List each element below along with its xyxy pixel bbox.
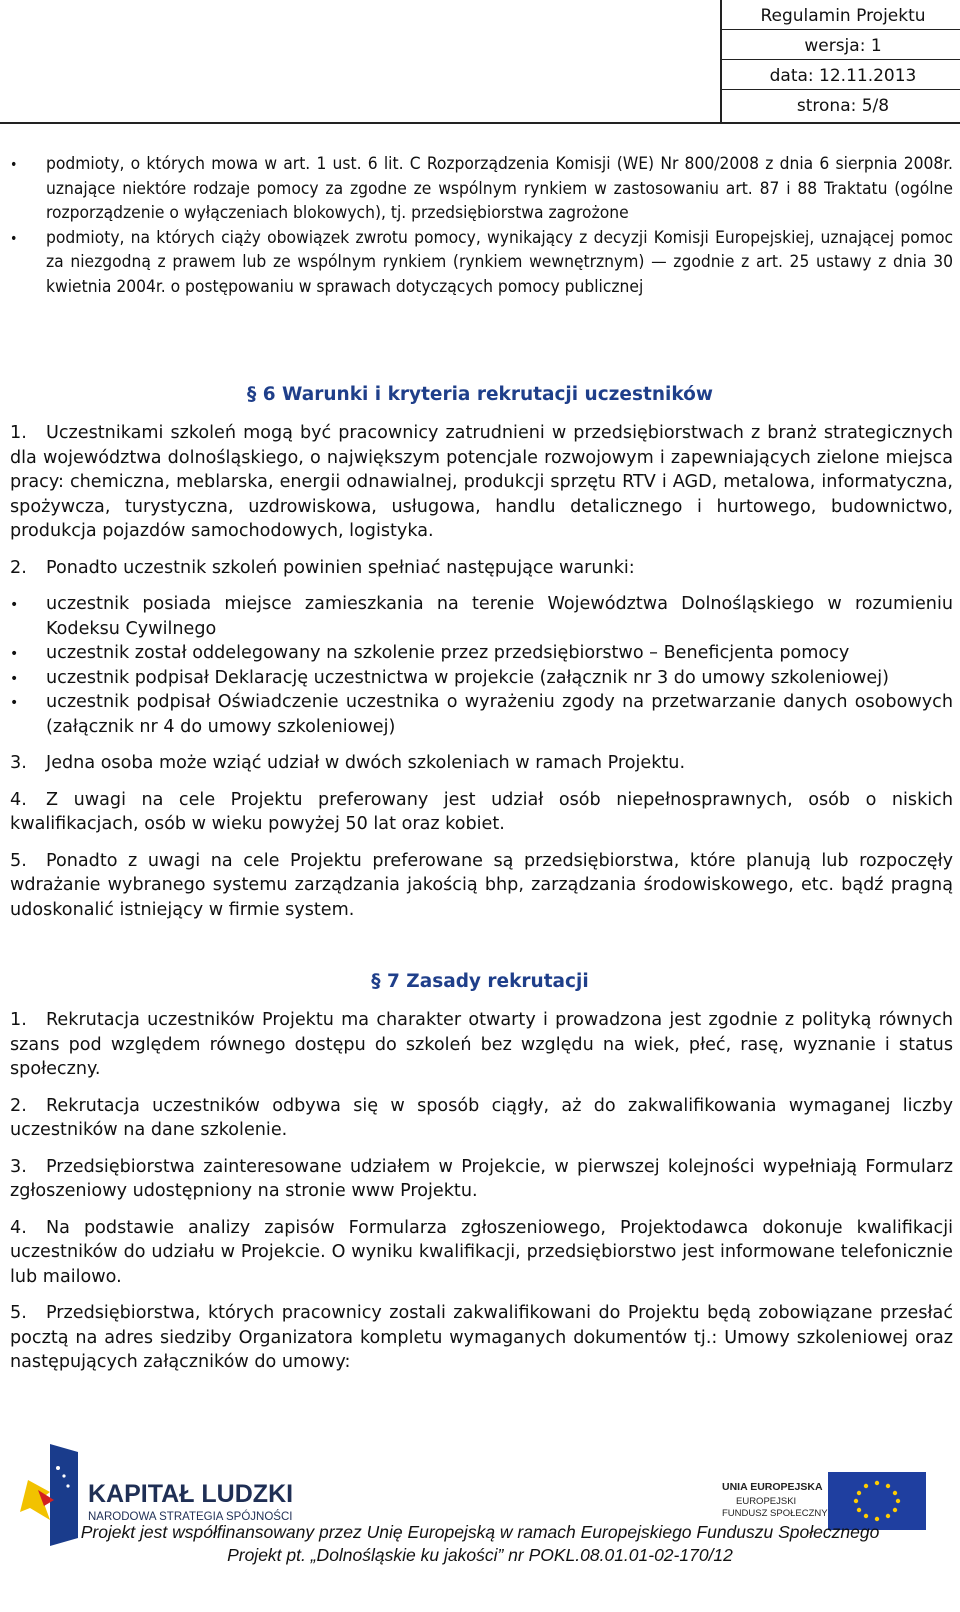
header-table [720,0,960,120]
bullet-icon [10,690,46,716]
svg-text:FUNDUSZ SPOŁECZNY: FUNDUSZ SPOŁECZNY [722,1508,828,1519]
svg-text:NARODOWA STRATEGIA SPÓJNOŚCI: NARODOWA STRATEGIA SPÓJNOŚCI [88,1511,293,1523]
intro-bullets [10,152,953,299]
conditions-list [10,592,953,739]
numbered-item: 4. Na podstawie analizy zapisów Formularza zgłoszeniowego, Projektodawca dokonuje kwalifikacji uczestników do udziału w Projekcie. O wyniku kwalifikacji, przedsiębiorstwo jest informowane telefonicznie lub mailowo. [10,1217,953,1287]
svg-text:KAPITAŁ LUDZKI: KAPITAŁ LUDZKI [88,1480,294,1508]
list-item: • podmioty, o których mowa w art. 1 ust. 6 lit. C Rozporządzenia Komisji (WE) Nr 800/2008 z dnia 6 sierpnia 2008r. uznające niektóre rodzaje pomocy za zgodne ze wspólnym rynkiem w zastosowaniu art. 87 i 88 Traktatu (ogólne rozporządzenie o wyłączeniach blokowych), tj. przedsiębiorstwa zagrożone [10,152,953,226]
list-item: • uczestnik podpisał Oświadczenie uczestnika o wyrażeniu zgody na przetwarzanie danych osobowych (załącznik nr 4 do umowy szkoleniowej) [10,690,953,739]
numbered-item: 5. Ponadto z uwagi na cele Projektu preferowane są przedsiębiorstwa, które planują lub rozpoczęły wdrażanie wybranego systemu zarządzania jakością bhp, zarządzania środowiskowego, etc. bądź pragną udoskonalić istniejący w firmie system. [10,850,953,920]
list-item: • uczestnik posiada miejsce zamieszkania na terenie Województwa Dolnośląskiego w rozumieniu Kodeksu Cywilnego [10,592,953,641]
header-rule [0,122,960,124]
footer-line-2: Projekt pt. „Dolnośląskie ku jakości” nr POKL.08.01.01-02-170/12 [227,1545,733,1565]
numbered-item: 1. Rekrutacja uczestników Projektu ma charakter otwarty i prowadzona jest zgodnie z polityką równych szans pod względem równego dostępu do szkoleń bez względu na wiek, płeć, rasę, wyznanie i status społeczny. [10,1010,953,1079]
bullet-icon [10,666,46,692]
svg-text:EUROPEJSKI: EUROPEJSKI [736,1496,797,1507]
header-version: wersja: 1 [720,30,960,60]
numbered-item: 2. Ponadto uczestnik szkoleń powinien spełniać następujące warunki: [10,557,635,578]
footer-line-1: Projekt jest współfinansowany przez Unię Europejską w ramach Europejskiego Funduszu Społecznego [80,1522,880,1542]
bullet-icon [10,152,46,178]
numbered-item: 2. Rekrutacja uczestników odbywa się w sposób ciągły, aż do zakwalifikowania wymaganej liczby uczestników na dane szkolenie. [10,1095,953,1140]
header-date: data: 12.11.2013 [720,60,960,90]
section-6-title: § 6 Warunki i kryteria rekrutacji uczestników [247,384,713,405]
section-7-body [10,1008,953,1375]
numbered-item: 3. Przedsiębiorstwa zainteresowane udziałem w Projekcie, w pierwszej kolejności wypełniają Formularz zgłoszeniowy udostępniony na stronie www Projektu. [10,1156,953,1201]
bullet-icon [10,641,46,667]
list-item: • podmioty, na których ciąży obowiązek zwrotu pomocy, wynikający z decyzji Komisji Europejskiej, uznającej pomoc za niezgodną z prawem lub ze wspólnym rynkiem (rynkiem wewnętrznym) — zgodnie z art. 25 ustawy z dnia 30 kwietnia 2004r. o postępowaniu w sprawach dotyczących pomocy publicznej [10,226,953,300]
bullet-icon [10,592,46,618]
list-item: • uczestnik podpisał Deklarację uczestnictwa w projekcie (załącznik nr 3 do umowy szkoleniowej) [10,666,953,691]
section-7-title: § 7 Zasady rekrutacji [371,971,589,992]
header-page: strona: 5/8 [796,96,890,116]
bullet-icon [10,226,46,252]
numbered-item: 5. Przedsiębiorstwa, których pracownicy zostali zakwalifikowani do Projektu będą zobowiązane przesłać pocztą na adres siedziby Organizatora kompletu wymaganych dokumentów tj.: Umowy szkoleniowej oraz następujących załączników do umowy: [10,1303,953,1372]
header-title: Regulamin Projektu [720,0,960,30]
section-6-body [10,421,953,922]
numbered-item: 1. Uczestnikami szkoleń mogą być pracownicy zatrudnieni w przedsiębiorstwach z branż strategicznych dla województwa dolnośląskiego, o największym potencjale rozwojowym i zapewniających zielone miejsca pracy: chemiczna, meblarska, energii odnawialnej, produkcji sprzętu RTV i AGD, metalowa, informatyczna, spożywcza, turystyczna, uzdrowiskowa, usługowa, handlu detalicznego i hurtowego, budownictwo, produkcja pojazdów samochodowych, logistyka. [10,423,953,541]
numbered-item: 4. Z uwagi na cele Projektu preferowany jest udział osób niepełnosprawnych, osób o niskich kwalifikacjach, osób w wieku powyżej 50 lat oraz kobiet. [10,789,953,834]
list-item: • uczestnik został oddelegowany na szkolenie przez przedsiębiorstwo – Beneficjenta pomocy [10,641,953,666]
svg-text:UNIA EUROPEJSKA: UNIA EUROPEJSKA [722,1481,823,1493]
numbered-item: 3. Jedna osoba może wziąć udział w dwóch szkoleniach w ramach Projektu. [10,753,686,773]
